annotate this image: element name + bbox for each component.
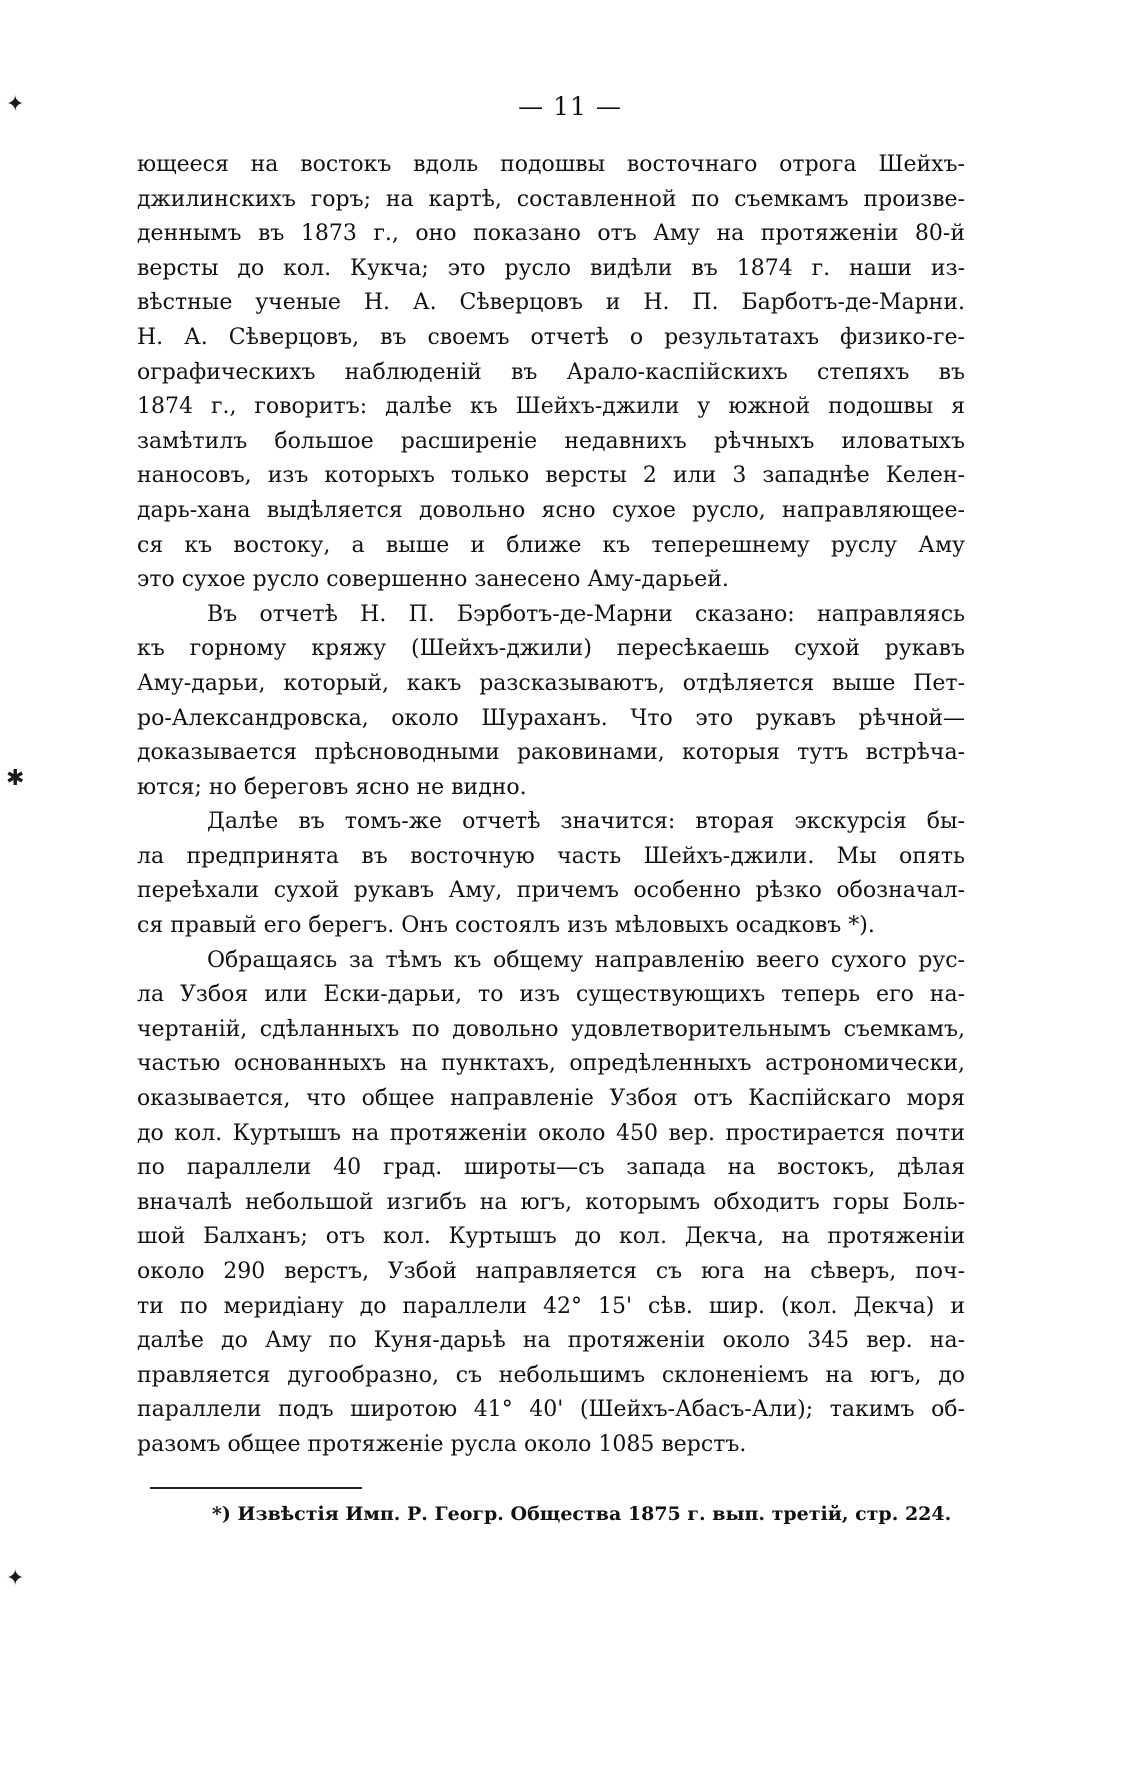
text-line: 1874 г., говоритъ: далѣе къ Шейхъ-джили у южной подошвы я xyxy=(137,394,965,420)
text-line: версты до кол. Кукча; это русло видѣли въ 1874 г. наши из- xyxy=(137,255,965,281)
text-line: ла предпринята въ восточную часть Шейхъ-джили. Мы опять xyxy=(137,843,965,869)
text-line: дарь-хана выдѣляется довольно ясно сухое русло, направляющее- xyxy=(137,497,965,523)
text-line: Аму-дарьи, который, какъ разсказываютъ, отдѣляется выше Пет- xyxy=(137,670,965,696)
text-line: разомъ общее протяженіе русла около 1085 верстъ. xyxy=(137,1431,747,1457)
text-line: ографическихъ наблюденій въ Арало-каспійскихъ степяхъ въ xyxy=(137,359,965,385)
text-line: до кол. Куртышъ на протяженіи около 450 вер. простирается почти xyxy=(137,1120,965,1146)
body-text xyxy=(137,148,965,1463)
margin-mark-bottom: ✦ xyxy=(6,1566,25,1591)
page-number: — 11 — xyxy=(518,92,622,121)
footnote-rule xyxy=(150,1487,362,1489)
text-line: Н. А. Сѣверцовъ, въ своемъ отчетѣ о результатахъ физико-ге- xyxy=(137,324,965,350)
text-line: ются; но береговъ ясно не видно. xyxy=(137,774,527,800)
text-line: это сухое русло совершенно занесено Аму-дарьей. xyxy=(137,567,729,593)
text-line: ла Узбоя или Ески-дарьи, то изъ существующихъ теперь его на- xyxy=(137,982,965,1008)
paragraph xyxy=(137,944,965,1463)
text-line: доказывается прѣсноводными раковинами, которыя тутъ встрѣча- xyxy=(137,740,965,766)
text-line: къ горному кряжу (Шейхъ-джили) пересѣкаешь сухой рукавъ xyxy=(137,636,965,662)
text-line: чертаній, сдѣланныхъ по довольно удовлетворительнымъ съемкамъ, xyxy=(137,1016,965,1042)
text-line: джилинскихъ горъ; на картѣ, составленной по съемкамъ произве- xyxy=(137,186,965,212)
text-line: Въ отчетѣ Н. П. Бэрботъ-де-Марни сказано: направляясь xyxy=(207,601,965,627)
margin-mark-top: ✦ xyxy=(6,92,25,117)
text-line: правляется дугообразно, съ небольшимъ склоненіемъ на югъ, до xyxy=(137,1362,965,1388)
text-line: шой Балханъ; отъ кол. Куртышъ до кол. Декча, на протяженіи xyxy=(137,1224,965,1250)
text-line: Далѣе въ томъ-же отчетѣ значится: вторая экскурсія бы- xyxy=(207,809,965,835)
text-line: наносовъ, изъ которыхъ только версты 2 или 3 западнѣе Келен- xyxy=(137,463,965,489)
text-line: параллели подъ широтою 41° 40' (Шейхъ-Абасъ-Али); такимъ об- xyxy=(137,1397,965,1423)
text-line: по параллели 40 град. широты—съ запада на востокъ, дѣлая xyxy=(137,1155,965,1181)
paragraph xyxy=(137,148,965,598)
text-line: деннымъ въ 1873 г., оно показано отъ Аму на протяженіи 80-й xyxy=(137,221,965,247)
paragraph xyxy=(137,598,965,806)
text-line: замѣтилъ большое расширеніе недавнихъ рѣчныхъ иловатыхъ xyxy=(137,428,965,454)
text-line: ти по меридіану до параллели 42° 15' сѣв. шир. (кол. Декча) и xyxy=(137,1293,965,1319)
text-line: переѣхали сухой рукавъ Аму, причемъ особенно рѣзко обозначал- xyxy=(137,878,965,904)
text-line: ся правый его берегъ. Онъ состоялъ изъ мѣловыхъ осадковъ *). xyxy=(137,913,875,939)
text-line: далѣе до Аму по Куня-дарьѣ на протяженіи около 345 вер. на- xyxy=(137,1328,965,1354)
text-line: вѣстные ученые Н. А. Сѣверцовъ и Н. П. Барботъ-де-Марни. xyxy=(137,290,965,316)
footnote: *) Извѣстія Имп. Р. Геогр. Общества 1875 г. вып. третій, стр. 224. xyxy=(212,1503,952,1525)
text-line: ющееся на востокъ вдоль подошвы восточнаго отрога Шейхъ- xyxy=(137,152,965,177)
text-line: оказывается, что общее направленіе Узбоя отъ Каспійскаго моря xyxy=(137,1086,965,1112)
text-line: ся къ востоку, а выше и ближе къ теперешнему руслу Аму xyxy=(137,532,965,558)
text-line: около 290 верстъ, Узбой направляется съ юга на сѣверъ, поч- xyxy=(137,1259,965,1284)
paragraph xyxy=(137,805,965,943)
text-line: вначалѣ небольшой изгибъ на югъ, которымъ обходитъ горы Боль- xyxy=(137,1189,965,1215)
text-line: частью основанныхъ на пунктахъ, опредѣленныхъ астрономически, xyxy=(137,1051,965,1077)
margin-mark-middle: ✱ xyxy=(6,766,25,791)
text-line: Обращаясь за тѣмъ къ общему направленію веего сухого рус- xyxy=(207,947,965,973)
text-line: ро-Александровска, около Шураханъ. Что это рукавъ рѣчной— xyxy=(137,705,965,731)
